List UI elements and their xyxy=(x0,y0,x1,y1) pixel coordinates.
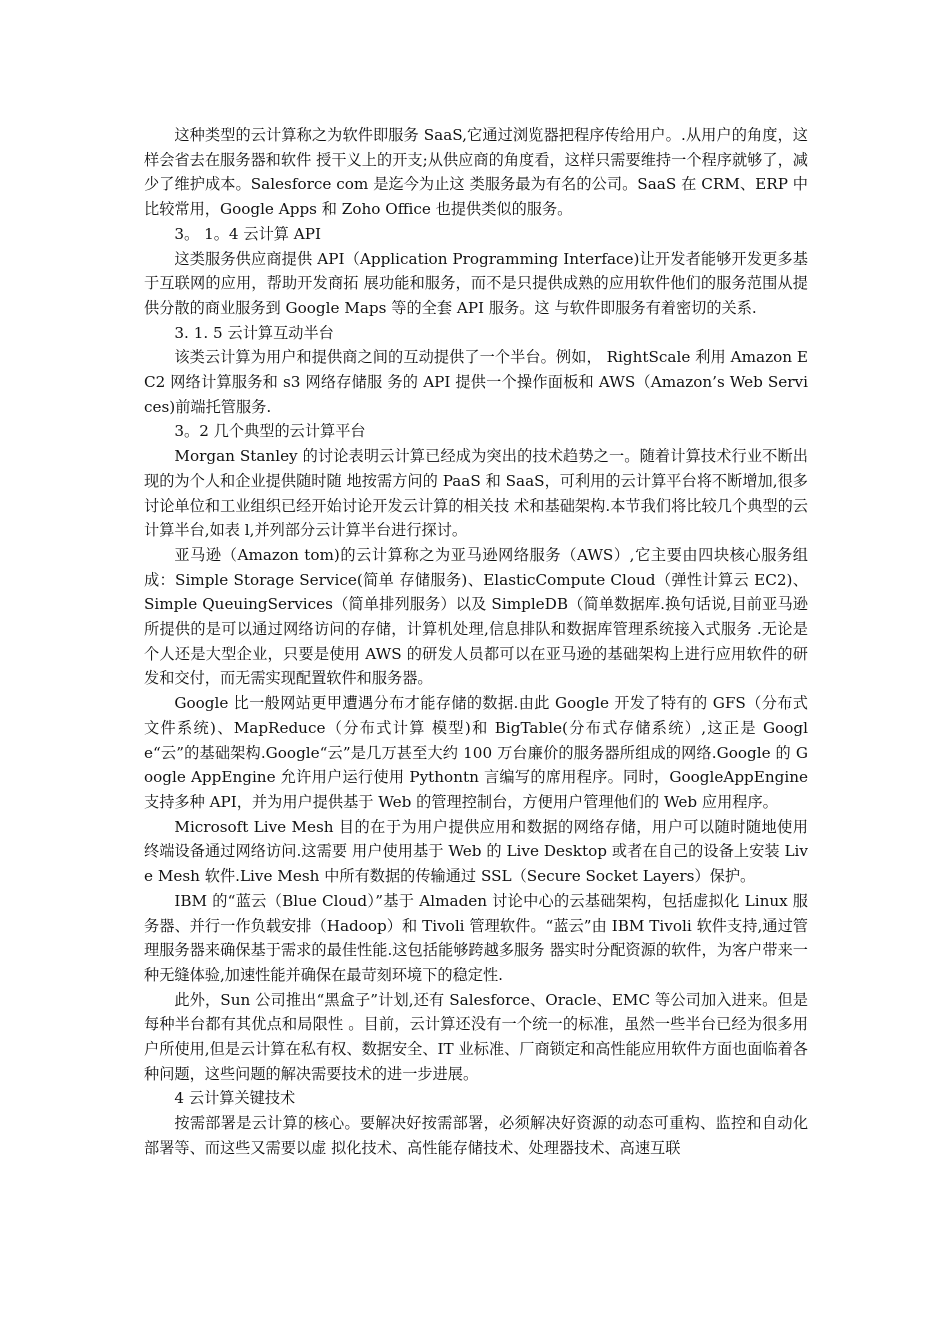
section-heading-interactive-platform: 3. 1. 5 云计算互动半台 xyxy=(174,323,334,342)
section-heading-typical-platforms: 3。2 几个典型的云计算平台 xyxy=(174,422,366,441)
paragraph-ibm: IBM 的“蓝云（Blue Cloud）”基于 Almaden 讨论中心的云基础架构，包括虚拟化 Linux 服务器、并行一作负载安排（Hadoop）和 Tivoli 管理软件。“蓝云”由 IBM Tivoli 软件支持,通过管理服务器来确保基于需求的最佳性能.这包括能够跨越多服务 器实时分配资源的软件，为客户带来一种无缝体验,加速性能并确保在最苛刻环境下的稳定性. xyxy=(144,891,808,984)
paragraph-on-demand-deployment: 按需部署是云计算的核心。要解决好按需部署，必须解决好资源的动态可重构、监控和自动化部署等、而这些又需要以虚 拟化技术、高性能存储技术、处理器技术、高速互联 xyxy=(144,1114,808,1157)
paragraph-google: Google 比一般网站更甲遭遇分布才能存储的数据.由此 Google 开发了特有的 GFS（分布式文件系统)、MapReduce（分布式计算 模型)和 BigTable(分布式存储系统）,这正是 Google“云”的基础架构.Google“云”是几万甚至大约 100 万台廉价的服务器所组成的网络.Google 的 Google AppEngine 允许用户运行使用 Pythontn 言编写的席用程序。同时，GoogleAppEngine 支持多种 API，并为用户提供基于 Web 的管理控制台，方便用户管理他们的 Web 应用程序。 xyxy=(144,694,808,811)
paragraph-interactive-platform: 该类云计算为用户和提供商之间的互动提供了一个半台。例如， RightScale 利用 Amazon EC2 网络计算服务和 s3 网络存储服 务的 API 提供一个操作面板和 AWS（Amazon’s Web Services)前端托管服务. xyxy=(144,348,808,416)
section-heading-api: 3。 1。4 云计算 API xyxy=(174,224,321,243)
paragraph-api: 这类服务供应商提供 API（Application Programming Interface)让开发者能够开发更多基于互联网的应用，帮助开发商拓 展功能和服务，而不是只提供成熟的应用软件他们的服务范围从提供分散的商业服务到 Google Maps 等的全套 API 服务。这 与软件即服务有着密切的关系. xyxy=(144,249,808,317)
paragraph-others: 此外，Sun 公司推出“黑盒子”计划,还有 Salesforce、Oracle、EMC 等公司加入进来。但是每种半台都有其优点和局限性 。目前，云计算还没有一个统一的标准，虽然一些半台已经为很多用户所使用,但是云计算在私有权、数据安全、IT 业标准、厂商锁定和高性能应用软件方面也面临着各种问题，这些问题的解决需要技术的进一步进展。 xyxy=(144,990,808,1083)
paragraph-saas: 这种类型的云计算称之为软件即服务 SaaS,它通过浏览器把程序传给用户。.从用户的角度，这样会省去在服务器和软件 授干义上的开支;从供应商的角度看，这样只需要维持一个程序就够了，减少了维护成本。Salesforce com 是迄今为止这 类服务最为有名的公司。SaaS 在 CRM、ERP 中比较常用，Google Apps 和 Zoho Office 也提供类似的服务。 xyxy=(144,126,808,219)
document-body xyxy=(144,123,808,1161)
paragraph-microsoft: Microsoft Live Mesh 目的在于为用户提供应用和数据的网络存储，用户可以随时随地使用终端设备通过网络访问.这需要 用户使用基于 Web 的 Live Desktop 或者在自己的设备上安装 Live Mesh 软件.Live Mesh 中所有数据的传输通过 SSL（Secure Socket Layers）保护。 xyxy=(144,817,808,886)
section-heading-key-technologies: 4 云计算关键技术 xyxy=(174,1089,296,1108)
paragraph-amazon: 亚马逊（Amazon tom)的云计算称之为亚马逊网络服务（AWS）,它主要由四块核心服务组成：Simple Storage Service(简单 存储服务)、ElasticCompute Cloud（弹性计算云 EC2)、Simple QueuingServices（简单排列服务）以及 SimpleDB（简单数据库.换句话说,目前亚马逊所提供的是可以通过网络访问的存储，计算机处理,信息排队和数据库管理系统接入式服务 .无论是个人还是大型企业，只要是使用 AWS 的研发人员都可以在亚马逊的基础架构上进行应用软件的研发和交付，而无需实现配置软件和服务器。 xyxy=(144,545,808,688)
paragraph-morgan-stanley: Morgan Stanley 的讨论表明云计算已经成为突出的技术趋势之一。随着计算技术行业不断出现的为个人和企业提供随时随 地按需方问的 PaaS 和 SaaS，可利用的云计算平台将不断增加,很多讨论单位和工业组织已经开始讨论开发云计算的相关技 术和基础架构.本节我们将比较几个典型的云计算半台,如表 l,并列部分云计算半台进行探讨。 xyxy=(144,447,808,540)
